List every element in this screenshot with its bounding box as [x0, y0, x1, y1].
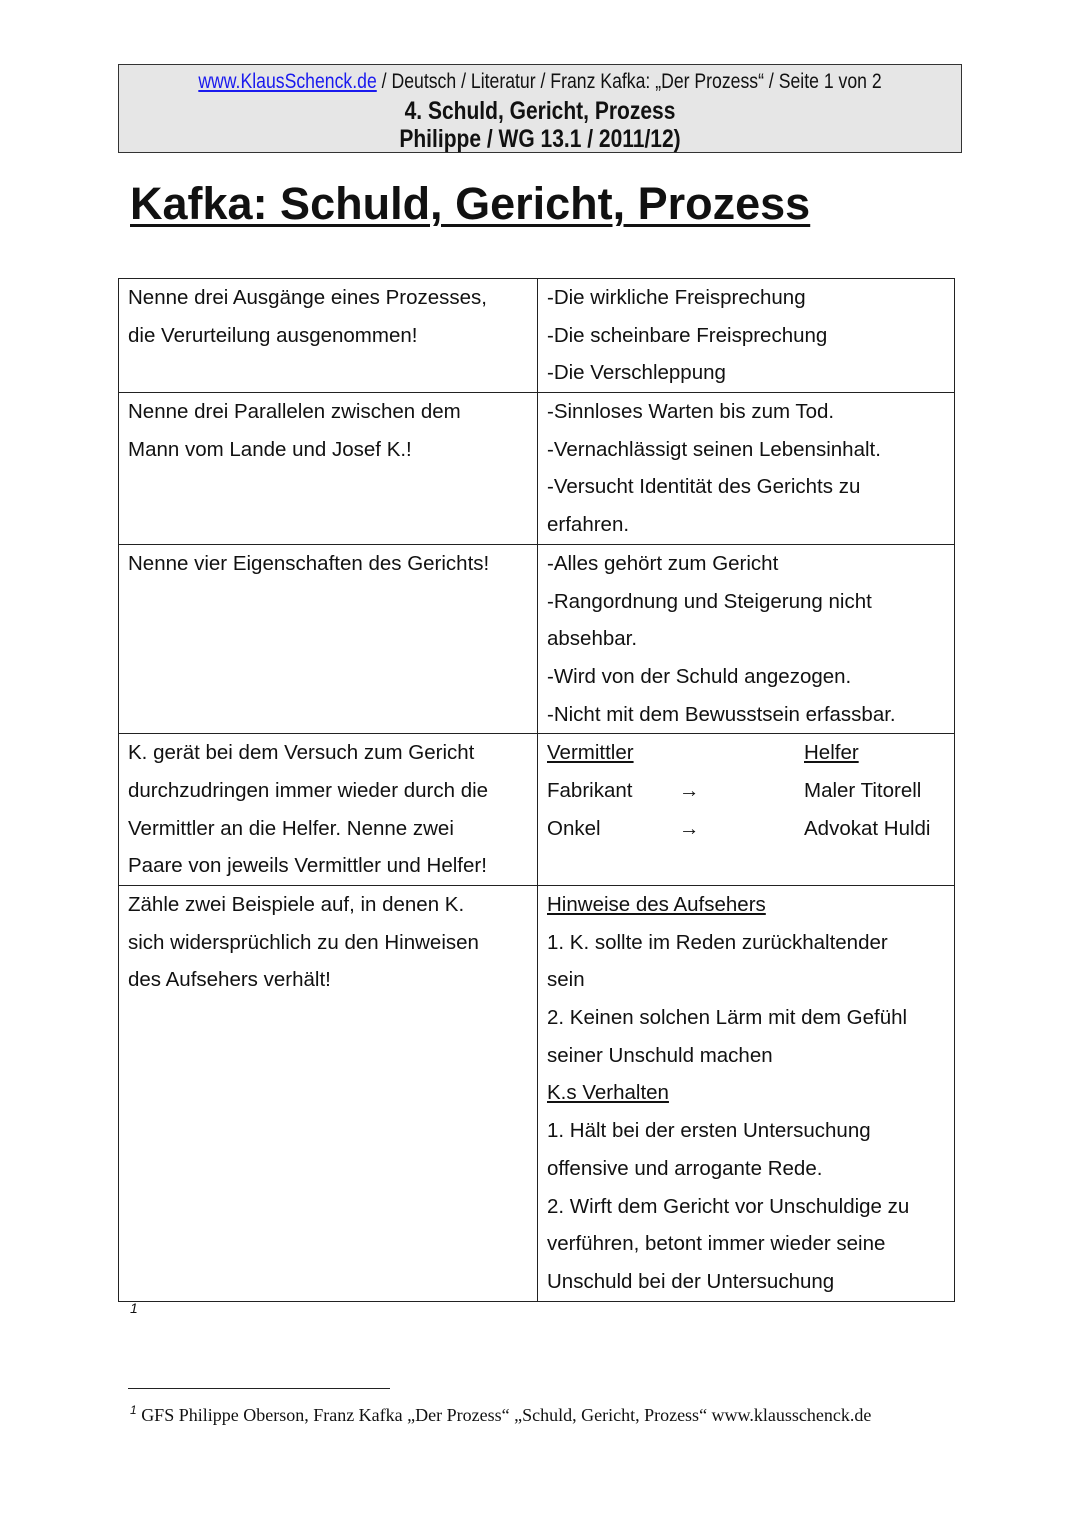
cell-line: durchzudringen immer wieder durch die [128, 778, 489, 802]
table-row [119, 886, 955, 1302]
question-cell [119, 279, 538, 393]
cell-line: 1. Hält bei der ersten Untersuchung [547, 1119, 871, 1143]
cell-line: -Alles gehört zum Gericht [547, 551, 779, 575]
cell-line: Nenne drei Parallelen zwischen dem [128, 400, 461, 424]
answer-cell [538, 393, 955, 545]
qa-table [118, 278, 955, 1302]
footnote-text: GFS Philippe Oberson, Franz Kafka „Der Prozess“ „Schuld, Gericht, Prozess“ www.klausschenck.de [141, 1405, 872, 1425]
cell-line: -Versucht Identität des Gerichts zu [547, 475, 861, 499]
arrow-icon: → [679, 816, 700, 840]
cell-line: -Nicht mit dem Bewusstsein erfassbar. [547, 702, 896, 726]
question-cell [119, 886, 538, 1302]
cell-line: 2. Wirft dem Gericht vor Unschuldige zu [547, 1194, 910, 1218]
cell-line: Vermittler an die Helfer. Nenne zwei [128, 816, 454, 840]
page-header [118, 64, 962, 153]
pair-row [547, 810, 945, 848]
cell-line: 2. Keinen solchen Lärm mit dem Gefühl [547, 1006, 908, 1030]
cell-line: Unschuld bei der Untersuchung [547, 1269, 835, 1293]
cell-line: -Die Verschleppung [547, 361, 726, 385]
cell-line: die Verurteilung ausgenommen! [128, 323, 418, 347]
column-label-helfer: Helfer [804, 741, 859, 765]
table-row [119, 544, 955, 733]
cell-line: Nenne drei Ausgänge eines Prozesses, [128, 286, 487, 309]
cell-line: des Aufsehers verhält! [128, 968, 331, 992]
answer-cell [538, 544, 955, 733]
cell-line: Paare von jeweils Vermittler und Helfer! [128, 854, 487, 878]
site-link[interactable]: www.KlausSchenck.de [198, 70, 377, 93]
header-subtitle: 4. Schuld, Gericht, Prozess [404, 97, 676, 125]
cell-line: -Vernachlässigt seinen Lebensinhalt. [547, 437, 881, 461]
answer-cell [538, 279, 955, 393]
footnote-divider [128, 1388, 390, 1389]
question-cell [119, 544, 538, 733]
table-row [119, 279, 955, 393]
table-row [119, 734, 955, 886]
cell-line: seiner Unschuld machen [547, 1043, 773, 1067]
cell-line: verführen, betont immer wieder seine [547, 1232, 886, 1256]
cell-line: -Die wirkliche Freisprechung [547, 286, 806, 309]
cell-line: sich widersprüchlich zu den Hinweisen [128, 930, 479, 954]
helfer: Advokat Huldi [804, 816, 931, 840]
cell-line: Mann vom Lande und Josef K.! [128, 437, 412, 461]
cell-line: Nenne vier Eigenschaften des Gerichts! [128, 551, 490, 575]
header-author: Philippe / WG 13.1 / 2011/12) [399, 125, 681, 153]
column-label-vermittler: Vermittler [547, 741, 634, 765]
cell-line: sein [547, 968, 585, 992]
subheading: K.s Verhalten [547, 1081, 669, 1105]
vermittler: Onkel [547, 816, 601, 840]
footnote-reference: 1 [130, 1300, 138, 1316]
cell-line: absehbar. [547, 627, 638, 651]
cell-line: erfahren. [547, 513, 630, 537]
cell-line: -Wird von der Schuld angezogen. [547, 664, 852, 688]
table-row [119, 393, 955, 545]
answer-cell [538, 734, 955, 886]
subheading: Hinweise des Aufsehers [547, 893, 766, 916]
question-cell [119, 734, 538, 886]
pair-row [547, 772, 945, 810]
page-title: Kafka: Schuld, Gericht, Prozess [130, 178, 811, 229]
cell-line: K. gerät bei dem Versuch zum Gericht [128, 741, 475, 765]
vermittler: Fabrikant [547, 778, 633, 802]
breadcrumb: / Deutsch / Literatur / Franz Kafka: „Der Prozess“ / Seite 1 von 2 [376, 70, 882, 93]
answer-cell [538, 886, 955, 1302]
cell-line: offensive und arrogante Rede. [547, 1156, 823, 1180]
cell-line: Zähle zwei Beispiele auf, in denen K. [128, 893, 465, 916]
footnote-mark: 1 [130, 1403, 137, 1417]
helfer: Maler Titorell [804, 778, 922, 802]
footnote [130, 1403, 871, 1426]
cell-line: -Sinnloses Warten bis zum Tod. [547, 400, 835, 424]
question-cell [119, 393, 538, 545]
arrow-icon: → [679, 778, 700, 802]
cell-line: -Rangordnung und Steigerung nicht [547, 589, 872, 613]
cell-line: 1. K. sollte im Reden zurückhaltender [547, 930, 888, 954]
cell-line: -Die scheinbare Freisprechung [547, 323, 828, 347]
